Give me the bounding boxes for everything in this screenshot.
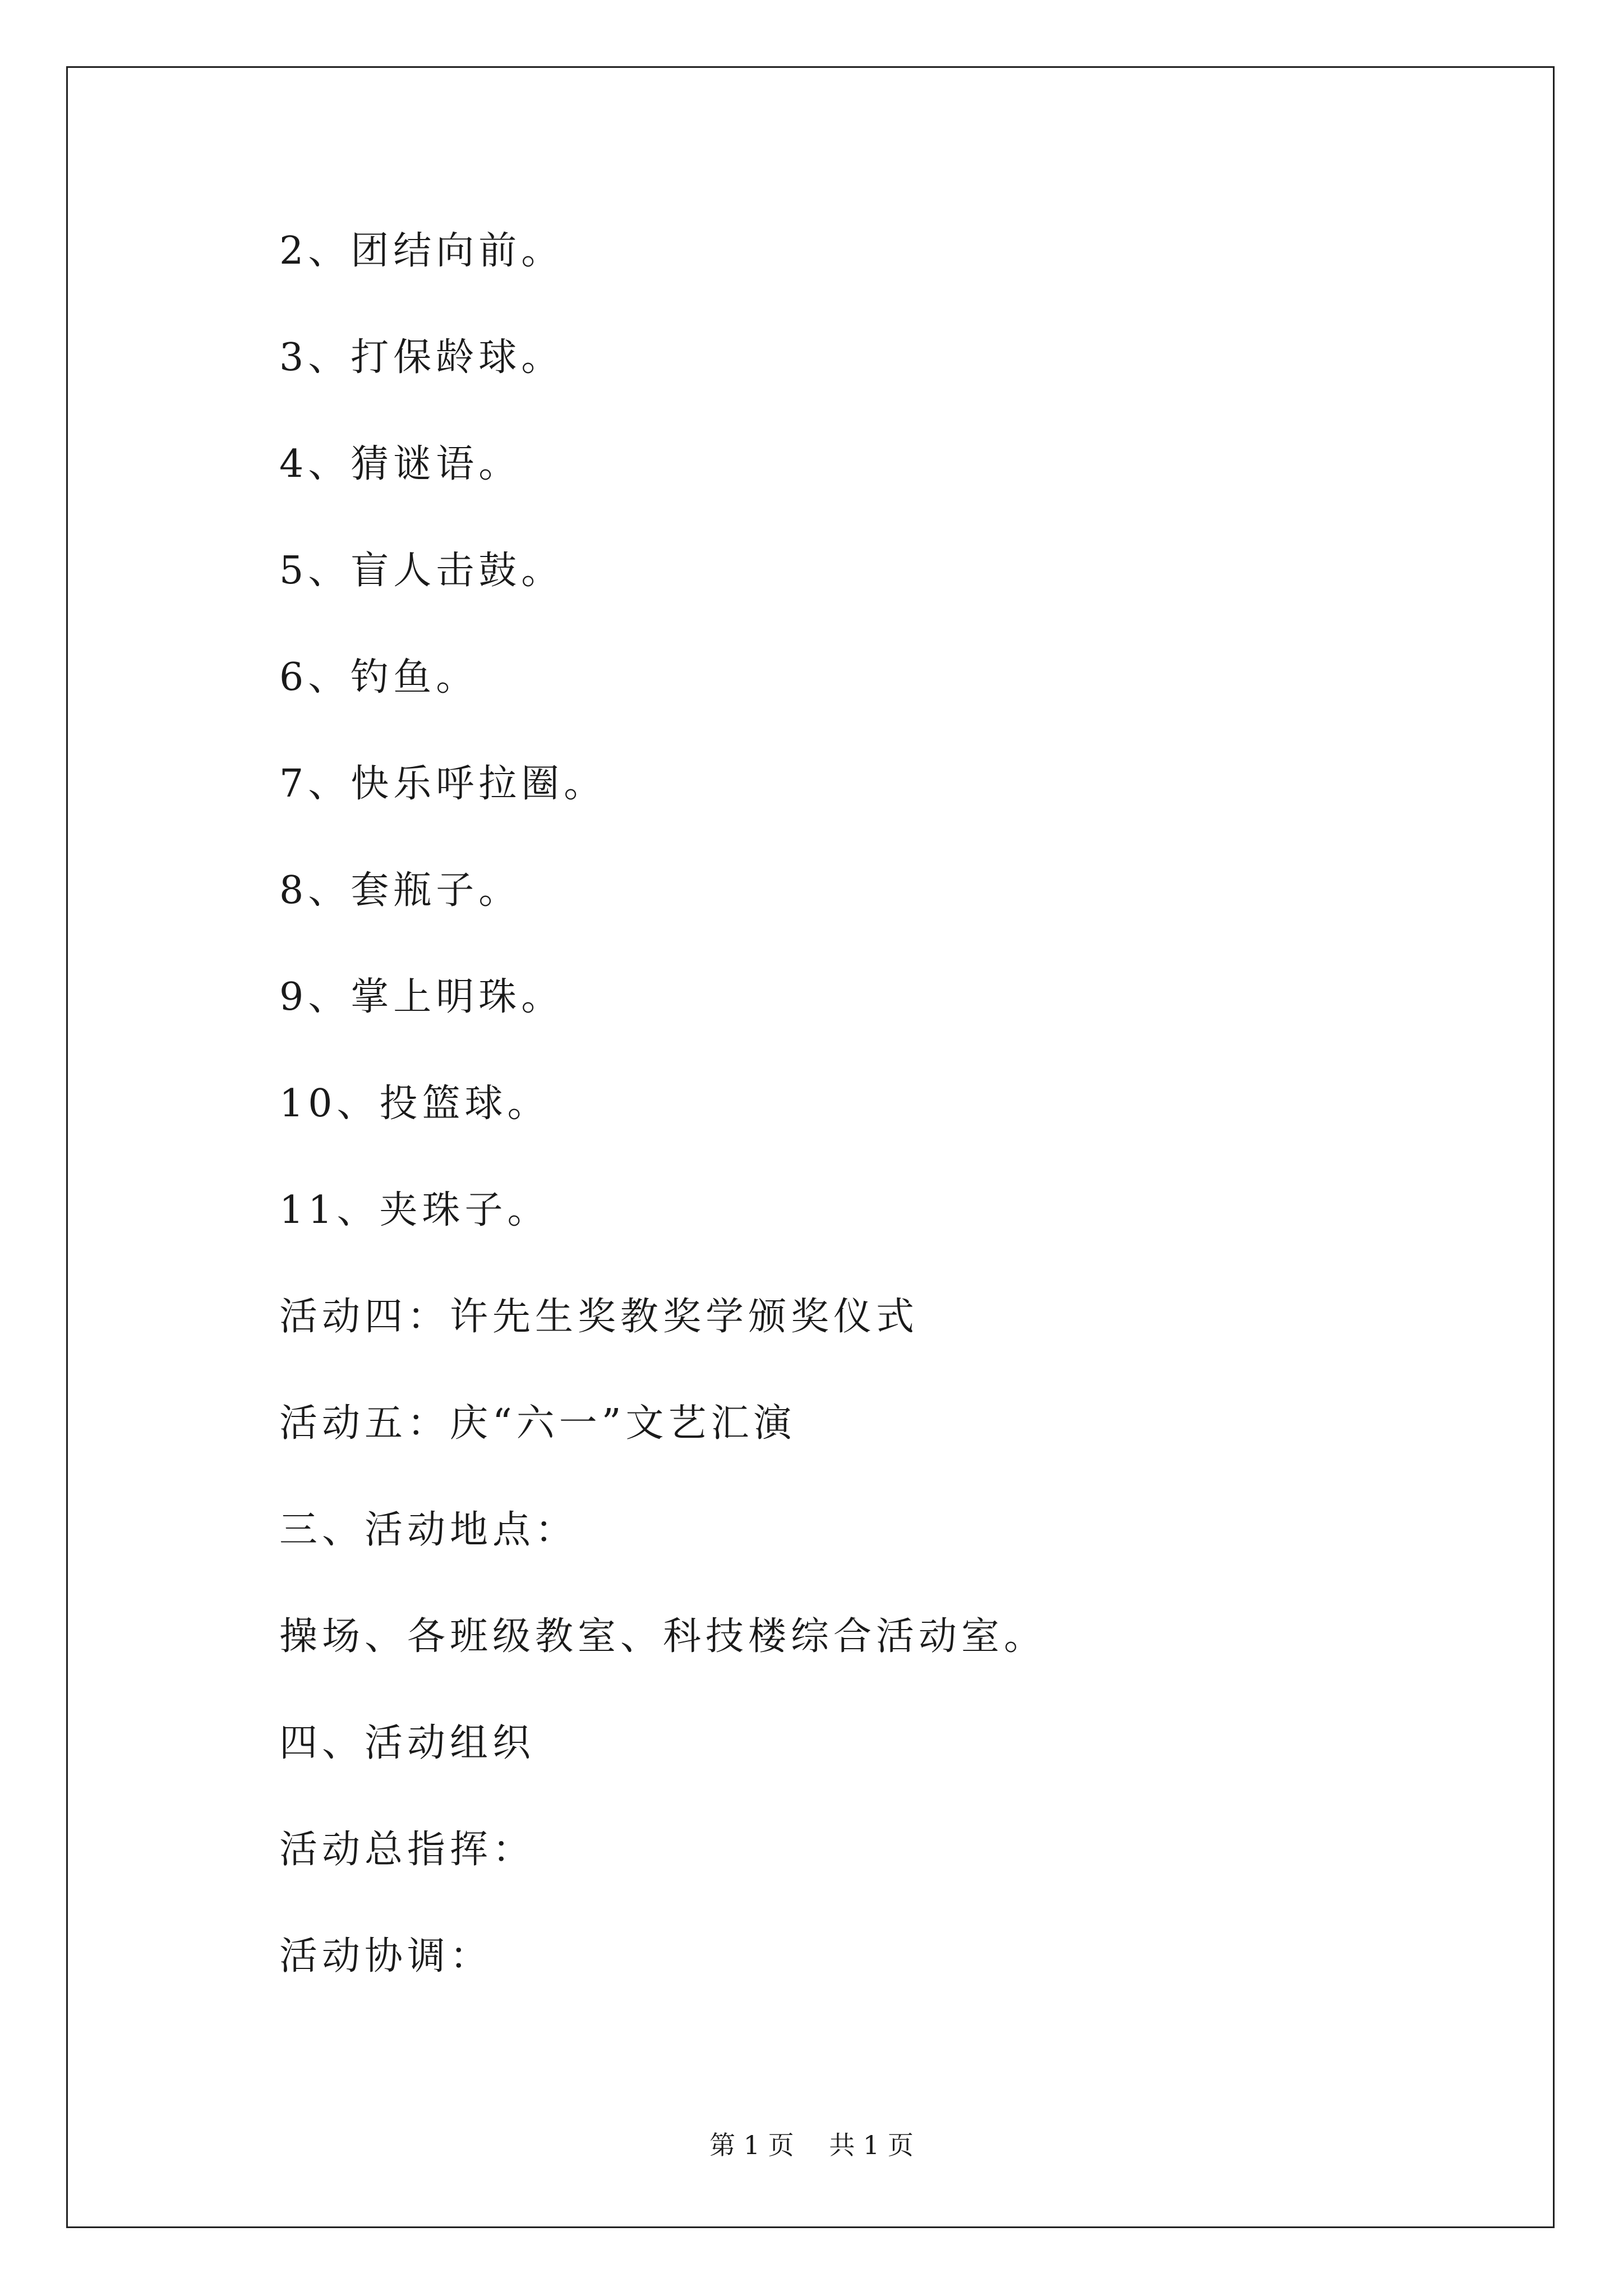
- page-number: 第 1 页: [709, 2130, 794, 2160]
- text-line: 10、投篮球。: [279, 1082, 550, 1126]
- text-line: 活动四：许先生奖教奖学颁奖仪式: [279, 1295, 919, 1339]
- page-footer: [0, 2128, 1623, 2162]
- section-heading: 三、活动地点：: [279, 1508, 578, 1552]
- text-line: 7、快乐呼拉圈。: [279, 762, 607, 806]
- text-line: 4、猜谜语。: [279, 442, 522, 486]
- text-line: 11、夹珠子。: [279, 1188, 550, 1232]
- section-heading: 四、活动组织: [279, 1721, 536, 1765]
- text-line: 3、打保龄球。: [279, 335, 564, 380]
- text-line: 6、钓鱼。: [279, 655, 479, 700]
- text-line: 5、盲人击鼓。: [279, 549, 564, 593]
- page-total: 共 1 页: [829, 2130, 914, 2160]
- text-line: 9、掌上明珠。: [279, 975, 564, 1019]
- text-line: 8、套瓶子。: [279, 868, 522, 913]
- text-line: 活动总指挥：: [279, 1828, 536, 1872]
- text-line: 活动五：庆“六一”文艺汇演: [279, 1401, 796, 1446]
- text-line: 2、团结向前。: [279, 229, 564, 273]
- text-line: 活动协调：: [279, 1934, 493, 1978]
- document-body: [279, 218, 1485, 2030]
- text-line: 操场、各班级教室、科技楼综合活动室。: [279, 1614, 1047, 1659]
